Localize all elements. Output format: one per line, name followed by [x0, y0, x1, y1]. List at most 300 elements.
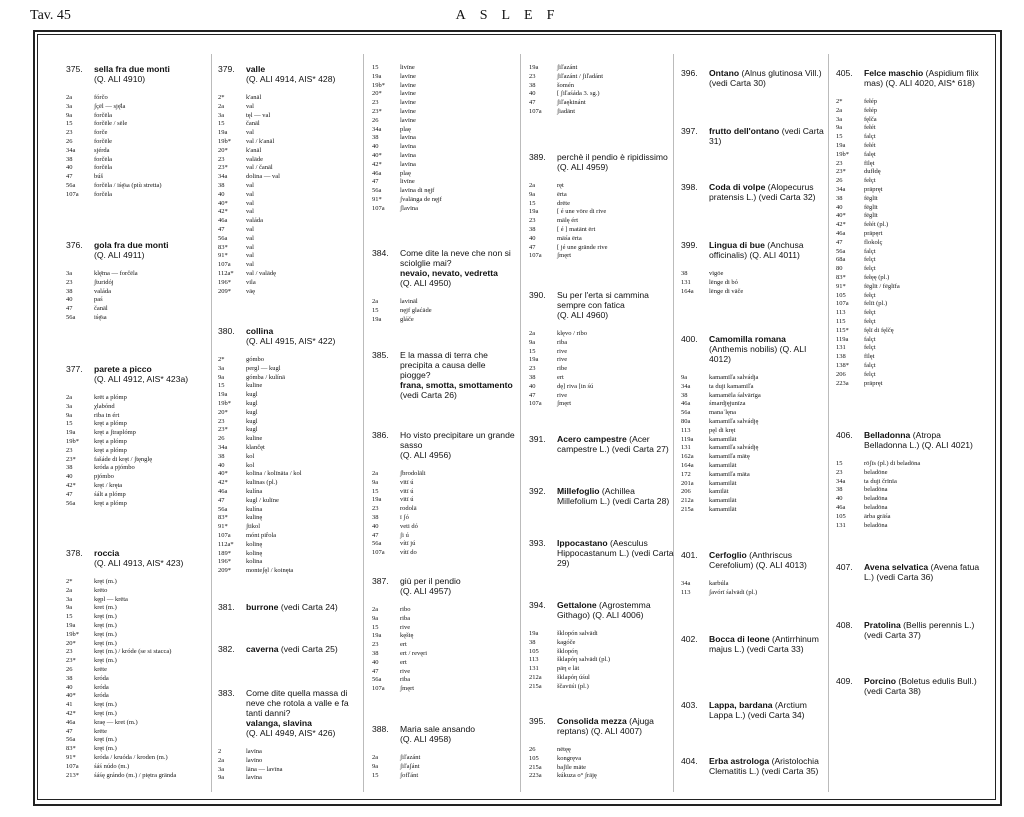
point-code: 105 — [529, 754, 539, 762]
dialect-form: kręt (m.) / króde (se si stacca) — [94, 648, 172, 656]
entry — [529, 64, 674, 117]
point-code: 38 — [681, 391, 688, 399]
point-code: 42* — [66, 481, 76, 489]
point-code: 56a — [372, 540, 382, 548]
point-code: 83* — [66, 745, 76, 753]
point-code: 38 — [66, 155, 73, 163]
entry-headword: Lingua di bue — [709, 240, 765, 250]
point-code: 2a — [372, 754, 379, 761]
entry-source: (Q. ALI 4914, AIS* 428) — [246, 74, 336, 84]
form-row — [66, 394, 211, 403]
form-row — [372, 659, 517, 668]
entry-number: 408. — [836, 620, 853, 630]
dialect-form: kugl — [246, 426, 258, 434]
form-row — [681, 374, 826, 383]
form-row — [218, 191, 363, 200]
point-code: 20* — [218, 408, 228, 416]
form-row — [372, 90, 517, 99]
form-row — [218, 208, 363, 217]
dialect-form: kępl — krēta — [94, 595, 128, 603]
form-row — [66, 604, 211, 613]
dialect-form: kręt a plómp — [94, 437, 127, 445]
dialect-form: klę̄ma — forčēla — [94, 270, 138, 277]
dialect-form: riba — [400, 614, 411, 622]
form-row — [372, 187, 517, 196]
dialect-form: fełçt — [864, 291, 876, 299]
point-code: 34a — [836, 185, 846, 193]
point-code: 34a — [218, 173, 228, 181]
point-code: 15 — [836, 133, 843, 141]
form-row — [218, 506, 363, 515]
dialect-form: ʃturidój — [94, 278, 114, 286]
form-row — [66, 429, 211, 438]
dialect-form: lāna — lavīna — [246, 765, 283, 773]
form-row — [218, 514, 363, 523]
point-code: 19b* — [66, 437, 79, 445]
form-row — [836, 195, 981, 204]
form-list — [529, 746, 674, 781]
dialect-form: val — [246, 129, 254, 137]
point-code: 34a — [836, 477, 846, 485]
dialect-form: kulína — [246, 505, 263, 513]
point-code: 2* — [218, 94, 225, 101]
form-row — [372, 523, 517, 532]
point-code: 26 — [529, 746, 536, 753]
point-code: 56a — [66, 181, 76, 189]
form-row — [66, 657, 211, 666]
point-code: 113 — [681, 426, 691, 434]
dialect-form: kręt (m.) — [94, 630, 117, 638]
form-row — [836, 292, 981, 301]
form-row — [66, 438, 211, 447]
form-list — [836, 460, 981, 530]
point-code: 19a — [66, 621, 76, 629]
form-row — [681, 589, 826, 598]
point-code: 40 — [218, 461, 225, 469]
point-code: 164a — [681, 287, 694, 295]
dialect-form: ert / revęri — [400, 649, 428, 657]
point-code: 107a — [372, 204, 385, 212]
entry-title — [681, 126, 826, 146]
dialect-form: lavīne — [400, 81, 416, 89]
point-code: 113 — [529, 656, 539, 664]
entry — [681, 550, 826, 598]
dialect-form: ʃvalānga de nęjf — [400, 195, 442, 203]
entry-headword: roccia — [94, 548, 120, 558]
dialect-form: lēnge di bó — [709, 278, 738, 286]
dialect-form: króda — [94, 692, 109, 700]
form-row — [372, 298, 517, 307]
form-row — [372, 650, 517, 659]
dialect-form: livīne — [400, 64, 415, 71]
dialect-form: dufłdę — [864, 168, 881, 176]
dialect-form: śáśę grándo (m.) / piętra grända — [94, 771, 177, 779]
entry-headword: Pratolina — [864, 620, 901, 630]
dialect-form: fēglīt — [864, 212, 878, 220]
form-row — [66, 288, 211, 297]
point-code: 34a — [372, 125, 382, 133]
entry-number: 405. — [836, 68, 853, 78]
entry-reference: (Ajuga reptans) (Q. ALI 4007) — [557, 716, 654, 736]
point-code: 23 — [218, 155, 225, 163]
form-row — [66, 736, 211, 745]
dialect-form: kręt (m.) — [94, 639, 117, 647]
entry-source: (Q. ALI 4958) — [400, 734, 452, 744]
dialect-form: ērta — [557, 190, 567, 198]
entry-title — [681, 550, 826, 570]
form-row — [372, 772, 517, 781]
dialect-form: livīne — [400, 178, 415, 186]
dialect-form: ʃlavīna — [400, 204, 419, 212]
dialect-form: forčėla — [94, 155, 113, 163]
form-row — [218, 488, 363, 497]
entry-number: 387. — [372, 576, 389, 586]
form-row — [372, 479, 517, 488]
dialect-form: nētęę — [557, 746, 571, 753]
form-row — [529, 90, 674, 99]
dialect-form: karbúla — [709, 580, 729, 587]
point-code: 19a — [218, 129, 228, 137]
point-code: 40 — [836, 203, 843, 211]
form-row — [529, 200, 674, 209]
dialect-form: lavīne — [400, 99, 416, 107]
point-code: 3a — [66, 102, 73, 110]
form-row — [66, 666, 211, 675]
dialect-form: kręt a ʃtraplómp — [94, 429, 136, 437]
form-row — [372, 685, 517, 694]
point-code: 223a — [529, 772, 542, 780]
point-code: 15 — [372, 487, 379, 495]
dialect-form: lavīna — [400, 160, 416, 168]
entry — [681, 756, 826, 776]
entry-source: (Q. ALI 4960) — [557, 310, 609, 320]
point-code: 40* — [218, 470, 228, 478]
dialect-form: fórčo — [94, 94, 108, 101]
dialect-form: val — [246, 252, 254, 260]
form-row — [529, 656, 674, 665]
form-row — [218, 261, 363, 270]
form-row — [529, 348, 674, 357]
form-row — [681, 497, 826, 506]
entry-reference: (Aspidium filix mas) (Q. ALI 4020, AIS* 618) — [864, 68, 979, 88]
form-row — [66, 684, 211, 693]
entry-headword: Ho visto precipitare un grande sasso — [400, 430, 515, 450]
dialect-form: rive — [557, 347, 568, 355]
point-code: 40 — [372, 143, 379, 151]
form-row — [836, 478, 981, 487]
form-row — [681, 480, 826, 489]
dialect-form: kręt (m.) — [94, 736, 117, 744]
point-code: 215a — [529, 682, 542, 690]
entry-number: 391. — [529, 434, 546, 444]
dialect-form: val / k'anāl — [246, 137, 275, 145]
point-code: 34a — [66, 146, 76, 154]
form-row — [66, 129, 211, 138]
point-code: 3a — [218, 364, 225, 372]
point-code: 56a — [66, 313, 76, 321]
point-code: 34a — [681, 580, 691, 587]
point-code: 2a — [529, 182, 536, 189]
point-code: 26 — [66, 665, 73, 673]
entry-headword: collina — [246, 326, 274, 336]
entry-title — [66, 364, 211, 384]
form-list — [218, 94, 363, 296]
entry — [529, 434, 674, 454]
point-code: 2* — [66, 578, 73, 585]
form-list — [681, 374, 826, 515]
entry — [836, 430, 981, 530]
dialect-form: falçt — [864, 335, 876, 343]
dialect-form: beladōna — [864, 495, 888, 503]
point-code: 172 — [681, 470, 691, 478]
form-list — [529, 630, 674, 692]
entry-title — [218, 644, 363, 654]
form-row — [218, 94, 363, 103]
dialect-form: fełép — [864, 98, 877, 105]
point-code: 19b* — [66, 630, 79, 638]
entry-reference: (Aristolochia Clematitis L.) (vedi Carta 35) — [709, 756, 819, 776]
form-row — [681, 580, 826, 589]
form-row — [836, 204, 981, 213]
form-row — [836, 513, 981, 522]
point-code: 40 — [66, 164, 73, 172]
form-row — [836, 124, 981, 133]
point-code: 46a — [681, 400, 691, 408]
point-code: 47 — [836, 238, 843, 246]
dialect-form: kręt (m.) — [94, 657, 117, 665]
dialect-form: kulína — [246, 487, 263, 495]
entry-title — [681, 240, 826, 260]
point-code: 113 — [681, 588, 691, 596]
form-list — [681, 270, 826, 296]
entry-reference: (Aesculus Hippocastanum L.) (vedi Carta 29) — [557, 538, 674, 568]
dialect-form: ribo — [400, 606, 411, 613]
form-row — [66, 473, 211, 482]
form-row — [66, 640, 211, 649]
dialect-form: krēt a plómp — [94, 394, 127, 401]
point-code: 9a — [66, 604, 73, 612]
form-row — [218, 435, 363, 444]
point-code: 115 — [836, 317, 846, 325]
dialect-form: riba — [400, 676, 411, 684]
entry-number: 400. — [681, 334, 698, 344]
form-row — [836, 327, 981, 336]
point-code: 2a — [529, 330, 536, 337]
form-row — [529, 108, 674, 117]
point-code: 3a — [66, 595, 73, 603]
point-code: 9a — [529, 338, 536, 346]
point-code: 2a — [372, 298, 379, 305]
form-list — [836, 98, 981, 388]
entry-number: 404. — [681, 756, 698, 766]
entry-reference: (vedi Carta 25) — [280, 644, 338, 654]
entry — [836, 620, 981, 640]
point-code: 2a — [836, 106, 843, 114]
entry-source: (Q. ALI 4912, AIS* 423a) — [94, 374, 189, 384]
dialect-form: kamamilāt — [709, 461, 737, 469]
dialect-form: kolīna / kolīnāta / kol — [246, 470, 302, 478]
point-code: 47 — [66, 727, 73, 735]
point-code: 26 — [372, 116, 379, 124]
form-row — [836, 318, 981, 327]
form-row — [681, 400, 826, 409]
dialect-form: [ é ] matānt ērt — [557, 225, 596, 233]
entry-title — [529, 538, 674, 568]
dialect-form: lavīne — [400, 107, 416, 115]
point-code: 119a — [681, 435, 694, 443]
form-row — [66, 456, 211, 465]
entry-source: (Q. ALI 4910) — [94, 74, 146, 84]
point-code: 23* — [66, 657, 76, 665]
dialect-form: ert — [400, 641, 407, 649]
dialect-form: ręt — [557, 182, 564, 189]
form-row — [836, 107, 981, 116]
point-code: 206 — [681, 488, 691, 496]
dialect-form: kúkuza o° ʃrāję — [557, 772, 597, 780]
dialect-form: kamamīľa mātę — [709, 453, 750, 461]
entry-number: 384. — [372, 248, 389, 258]
dialect-form: iśę̄sa — [94, 313, 107, 321]
dialect-form: valáda — [94, 287, 111, 295]
form-row — [372, 134, 517, 143]
form-row — [529, 755, 674, 764]
point-code: 34a — [218, 443, 228, 451]
form-row — [66, 279, 211, 288]
entry — [529, 538, 674, 568]
dialect-form: felçt — [864, 265, 876, 273]
form-row — [218, 497, 363, 506]
dialect-form: kongręva — [557, 754, 582, 762]
entry-title — [681, 182, 826, 202]
dialect-form: fełép — [864, 106, 877, 114]
entry — [372, 64, 517, 214]
entry-headword: Millefoglio — [557, 486, 600, 496]
point-code: 9a — [218, 774, 225, 782]
entry-title — [836, 68, 981, 88]
form-row — [66, 701, 211, 710]
form-row — [836, 116, 981, 125]
form-row — [372, 307, 517, 316]
point-code: 23* — [372, 107, 382, 115]
form-row — [218, 252, 363, 261]
entry — [529, 600, 674, 692]
form-row — [66, 191, 211, 200]
form-row — [66, 464, 211, 473]
entry-number: 394. — [529, 600, 546, 610]
dialect-form: [ ʃiľaśáda 3. sg.) — [557, 90, 600, 98]
dialect-form: šklapóη úśul — [557, 673, 590, 681]
point-code: 47 — [372, 667, 379, 675]
point-code: 15 — [372, 306, 379, 314]
point-code: 38 — [529, 638, 536, 646]
point-code: 196* — [218, 278, 231, 286]
dialect-form: kamamilāt — [709, 479, 737, 487]
entry-source: (Q. ALI 4911) — [94, 250, 145, 260]
form-row — [836, 160, 981, 169]
form-row — [66, 675, 211, 684]
entry-number: 383. — [218, 688, 235, 698]
dialect-form: kamamīľa salvádję — [709, 417, 759, 425]
entry — [836, 68, 981, 388]
entry-number: 388. — [372, 724, 389, 734]
dialect-form: valáda — [246, 217, 263, 225]
dialect-form: mālę ért — [557, 217, 579, 225]
entry-source: (Q. ALI 4956) — [400, 450, 452, 460]
point-code: 38 — [836, 194, 843, 202]
dialect-form: rōʃīs (pl.) di beladōna — [864, 460, 921, 467]
point-code: 23 — [529, 72, 536, 80]
dialect-form: flokolç — [864, 238, 883, 246]
form-row — [66, 596, 211, 605]
dialect-form: krēto — [94, 586, 108, 594]
point-code: 9a — [529, 190, 536, 198]
form-row — [372, 676, 517, 685]
entry-title — [836, 430, 981, 450]
point-code: 15 — [372, 64, 379, 71]
dialect-form: drēte — [557, 199, 570, 207]
dialect-form: króda / kruóda / kroden (m.) — [94, 753, 168, 761]
dialect-form: ʃiľazánt — [557, 64, 578, 71]
form-row — [681, 471, 826, 480]
dialect-form: ščavūśi (pl.) — [557, 682, 589, 690]
point-code: 23 — [66, 129, 73, 137]
dialect-form: rodolā — [400, 505, 417, 513]
point-code: 42* — [836, 221, 846, 229]
dialect-form: manaʾlęna — [709, 409, 737, 417]
point-code: 209* — [218, 287, 231, 295]
form-row — [681, 409, 826, 418]
form-row — [372, 178, 517, 187]
form-list — [529, 64, 674, 117]
entry-title — [529, 290, 674, 320]
dialect-form: nęjf glaćāde — [400, 306, 432, 314]
dialect-form: krēte — [94, 665, 107, 673]
form-row — [529, 746, 674, 755]
point-code: 47 — [66, 173, 73, 181]
form-row — [218, 164, 363, 173]
form-row — [529, 400, 674, 409]
form-list — [529, 330, 674, 409]
form-row — [372, 161, 517, 170]
point-code: 91* — [66, 753, 76, 761]
entry — [372, 430, 517, 558]
form-row — [836, 353, 981, 362]
entry-headword: Felce maschio — [864, 68, 924, 78]
dialect-form: χlabónd — [94, 402, 115, 410]
form-row — [218, 391, 363, 400]
point-code: 2a — [66, 394, 73, 401]
form-row — [529, 764, 674, 773]
entry-headword: Maria sale ansando — [400, 724, 476, 734]
entry-number: 407. — [836, 562, 853, 572]
entry-headword: Camomilla romana — [709, 334, 786, 344]
form-row — [372, 196, 517, 205]
entry-headword: sella fra due monti — [94, 64, 170, 74]
entry — [681, 334, 826, 515]
point-code: 23 — [529, 217, 536, 225]
form-row — [218, 226, 363, 235]
form-row — [218, 374, 363, 383]
dialect-form: kugl — [246, 399, 258, 407]
form-row — [372, 632, 517, 641]
entry-headword: Avena selvatica — [864, 562, 929, 572]
form-row — [66, 270, 211, 279]
form-row — [836, 248, 981, 257]
form-row — [66, 103, 211, 112]
entry — [529, 290, 674, 409]
dialect-form: rive — [400, 623, 411, 631]
point-code: 83* — [836, 273, 846, 281]
